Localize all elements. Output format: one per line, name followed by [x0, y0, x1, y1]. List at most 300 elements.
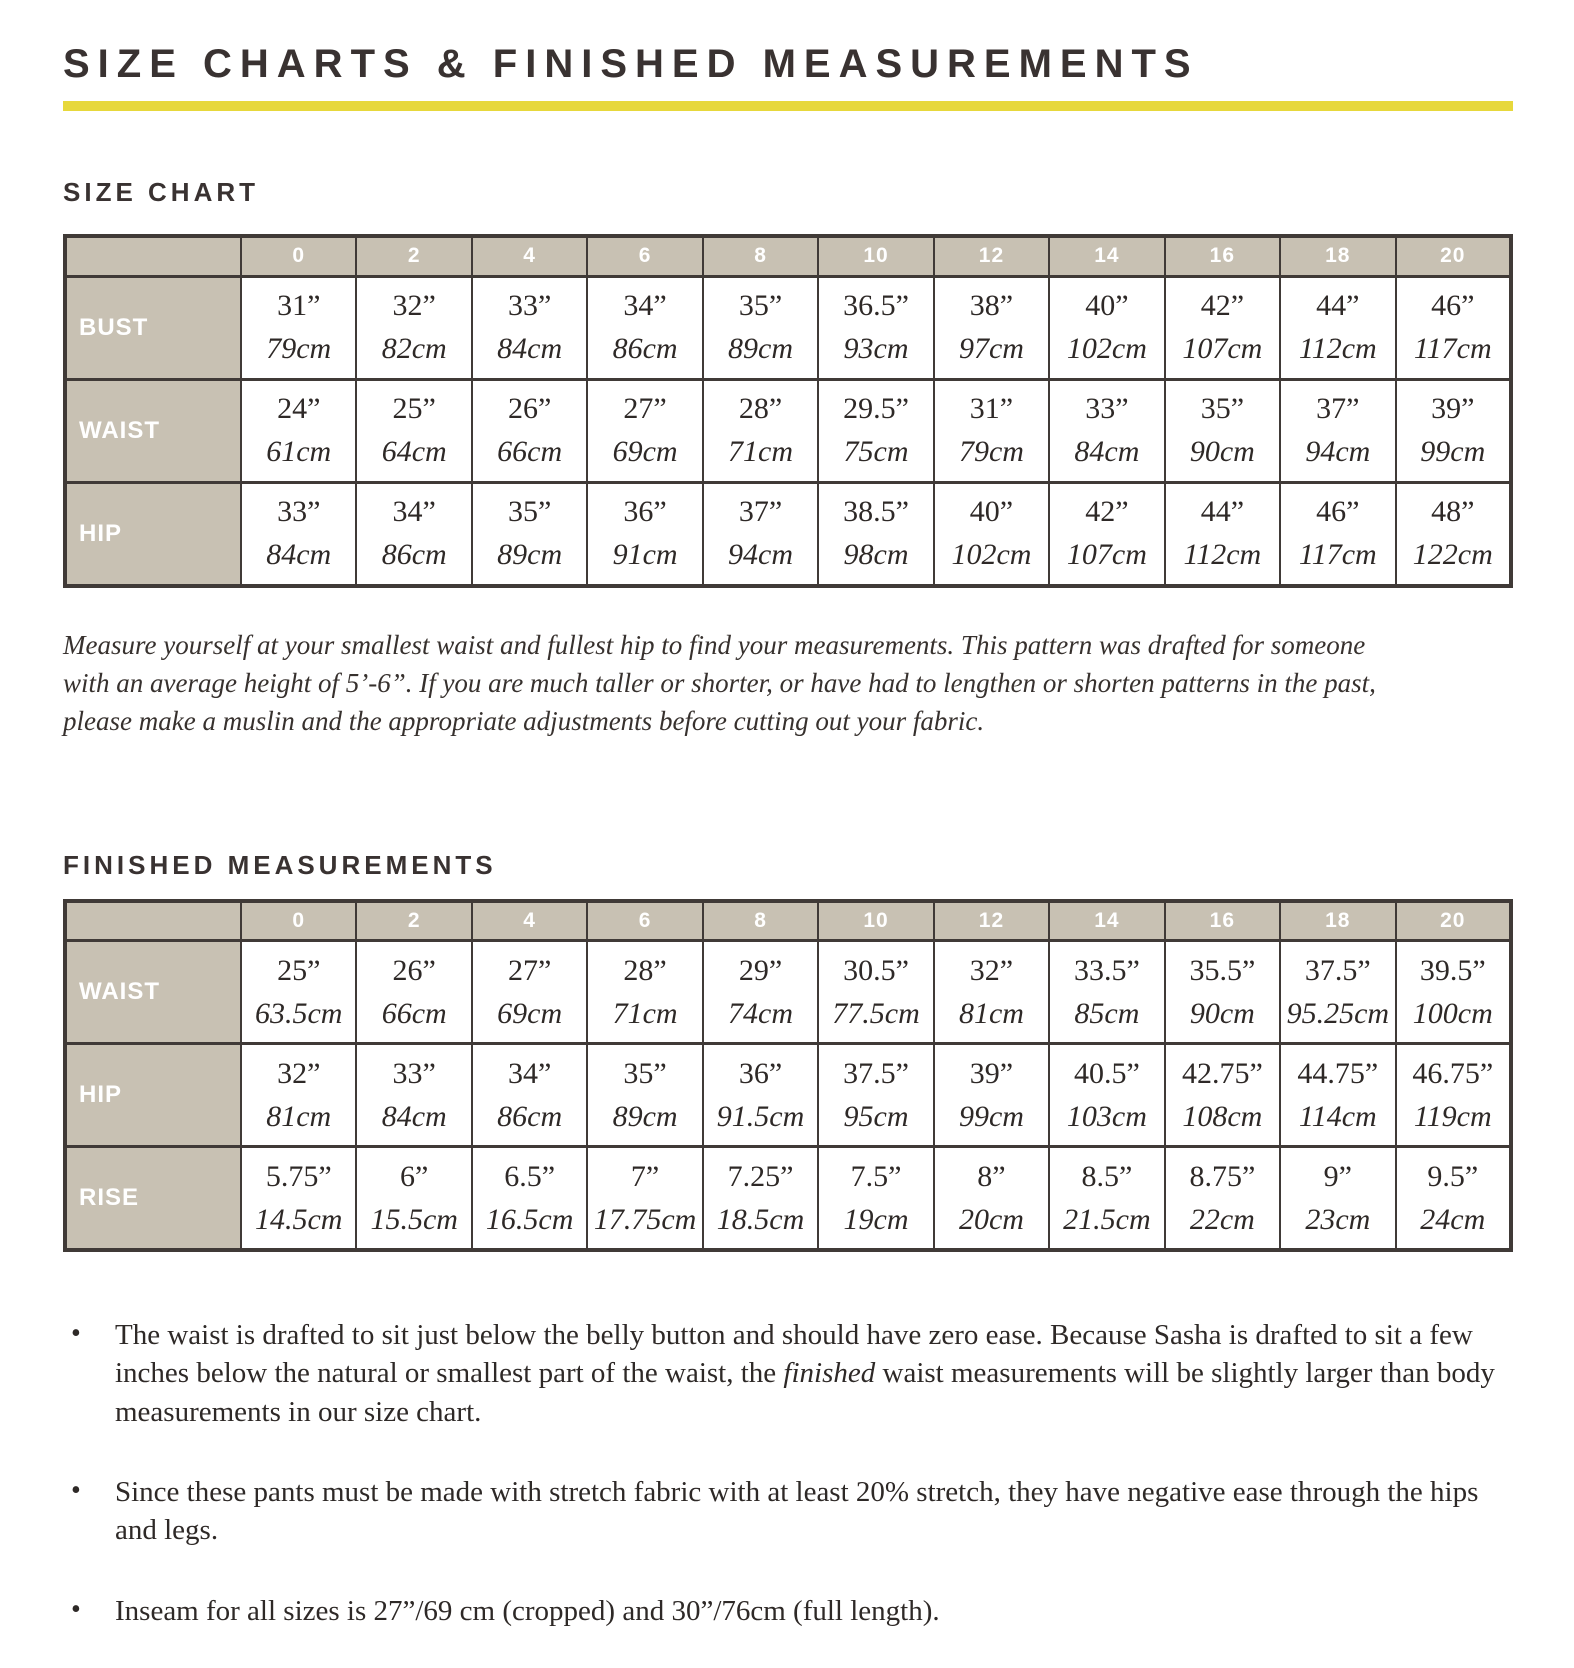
cm-value: 77.5cm [832, 996, 920, 1030]
measurement-cell-content [935, 278, 1048, 378]
measurement-cell-content [357, 278, 470, 378]
cm-value: 81cm [266, 1099, 332, 1133]
inches-value: 42.75” [1181, 1056, 1263, 1090]
measurement-cell-content [588, 381, 701, 481]
measurement-cell-content [473, 278, 586, 378]
bullet-item [63, 1592, 1513, 1630]
measurement-cell [356, 482, 471, 586]
cm-value: 102cm [1066, 332, 1147, 366]
cm-value: 23cm [1305, 1202, 1371, 1236]
measurement-cell [241, 1147, 356, 1251]
measurement-cell [1280, 1044, 1395, 1147]
measurement-cell-content [1166, 381, 1279, 481]
measurement-cell [1280, 482, 1395, 586]
cm-value: 99cm [958, 1099, 1024, 1133]
measurement-cell-content [704, 1148, 817, 1248]
measurement-cell-content [588, 484, 701, 584]
inches-value: 35” [1200, 391, 1245, 425]
measurement-cell [472, 482, 587, 586]
measurement-cell-content [1050, 278, 1163, 378]
size-column-header: 16 [1165, 901, 1280, 941]
cm-value: 64cm [381, 435, 447, 469]
measurement-cell-content [1281, 942, 1394, 1042]
measurement-cell [1280, 941, 1395, 1044]
inches-value: 37” [738, 494, 783, 528]
cm-value: 94cm [1305, 435, 1371, 469]
measurement-cell [1165, 482, 1280, 586]
measurement-cell [356, 379, 471, 482]
inches-value: 40” [969, 494, 1014, 528]
inches-value: 27” [623, 391, 667, 425]
inches-value: 33.5” [1073, 953, 1140, 987]
size-column-header: 12 [934, 236, 1049, 276]
measurement-cell-content [242, 1045, 355, 1145]
measurement-cell-content [1166, 484, 1279, 584]
measurement-cell-content [819, 1148, 932, 1248]
measurement-cell [356, 941, 471, 1044]
cm-value: 112cm [1298, 332, 1377, 366]
cm-value: 107cm [1182, 332, 1263, 366]
measurement-cell-content [935, 1148, 1048, 1248]
measurement-row [65, 379, 1511, 482]
inches-value: 6” [400, 1159, 429, 1193]
inches-value: 44.75” [1297, 1056, 1379, 1090]
row-label: BUST [65, 276, 241, 379]
inches-value: 44” [1200, 494, 1245, 528]
inches-value: 39” [969, 1056, 1014, 1090]
cm-value: 75cm [843, 435, 909, 469]
cm-value: 119cm [1413, 1099, 1492, 1133]
size-column-header: 6 [587, 236, 702, 276]
cm-value: 24cm [1420, 1202, 1486, 1236]
measurement-cell [356, 276, 471, 379]
inches-value: 35” [623, 1056, 667, 1090]
measurement-cell-content [1281, 1148, 1394, 1248]
inches-value: 24” [277, 391, 321, 425]
cm-value: 95.25cm [1286, 996, 1390, 1030]
inches-value: 8” [977, 1159, 1006, 1193]
inches-value: 35” [738, 288, 783, 322]
measurement-cell [587, 482, 702, 586]
size-column-header: 16 [1165, 236, 1280, 276]
cm-value: 79cm [266, 332, 332, 366]
measurement-cell [703, 482, 818, 586]
measurement-cell-content [357, 484, 470, 584]
measurement-cell-content [819, 381, 932, 481]
measurement-cell [356, 1147, 471, 1251]
measurement-cell-content [357, 942, 470, 1042]
bullet-text: Since these pants must be made with stretch fabric with at least 20% stretch, they have negative ease through the hips and legs. [115, 1475, 1479, 1547]
size-column-header: 20 [1396, 236, 1511, 276]
cm-value: 84cm [266, 538, 332, 572]
inches-value: 37.5” [1304, 953, 1371, 987]
finished-measurements-heading: FINISHED MEASUREMENTS [63, 849, 497, 880]
measurement-cell-content [1397, 381, 1509, 481]
cm-value: 22cm [1189, 1202, 1255, 1236]
inches-value: 33” [507, 288, 552, 322]
measurement-cell [1165, 941, 1280, 1044]
measurement-cell-content [1281, 381, 1394, 481]
size-column-header: 4 [472, 236, 587, 276]
cm-value: 84cm [381, 1099, 447, 1133]
inches-value: 34” [507, 1056, 552, 1090]
measurement-cell-content [588, 278, 701, 378]
measurement-cell-content [357, 381, 470, 481]
cm-value: 20cm [958, 1202, 1024, 1236]
size-chart-section [63, 177, 1513, 740]
cm-value: 90cm [1189, 435, 1255, 469]
measurement-cell [472, 1044, 587, 1147]
size-chart-table [63, 234, 1513, 588]
measurement-cell [241, 941, 356, 1044]
inches-value: 40.5” [1073, 1056, 1140, 1090]
size-column-header: 8 [703, 901, 818, 941]
measurement-cell [703, 941, 818, 1044]
cm-value: 17.75cm [593, 1202, 697, 1236]
measurement-row [65, 941, 1511, 1044]
measurement-cell [1165, 276, 1280, 379]
cm-value: 14.5cm [254, 1202, 343, 1236]
cm-value: 86cm [497, 1099, 563, 1133]
bullet-text: The waist is drafted to sit just below the belly button and should have zero ease. Because Sasha is drafted to sit a few inches below the natural or smallest part of the waist, the [115, 1319, 1473, 1390]
measurement-cell-content [1050, 1045, 1163, 1145]
inches-value: 25” [392, 391, 436, 425]
measurement-cell [818, 276, 933, 379]
size-chart-heading: SIZE CHART [63, 177, 259, 207]
inches-value: 32” [392, 288, 436, 322]
inches-value: 46.75” [1412, 1056, 1494, 1090]
measurement-row [65, 1044, 1511, 1147]
inches-value: 46” [1431, 288, 1475, 322]
measurement-cell [1396, 379, 1511, 482]
measurement-cell [1396, 482, 1511, 586]
inches-value: 26” [392, 953, 436, 987]
cm-value: 19cm [843, 1202, 909, 1236]
measurement-cell-content [473, 1148, 586, 1248]
inches-value: 42” [1085, 494, 1129, 528]
inches-value: 26” [507, 391, 552, 425]
inches-value: 32” [277, 1056, 321, 1090]
inches-value: 40” [1085, 288, 1129, 322]
measurement-cell-content [704, 942, 817, 1042]
measurement-cell-content [1166, 278, 1279, 378]
inches-value: 9” [1323, 1159, 1352, 1193]
cm-value: 107cm [1066, 538, 1147, 572]
cm-value: 61cm [266, 435, 332, 469]
cm-value: 114cm [1298, 1099, 1377, 1133]
measurement-cell-content [242, 278, 355, 378]
measurement-cell [1165, 379, 1280, 482]
cm-value: 66cm [381, 996, 447, 1030]
inches-value: 33” [392, 1056, 436, 1090]
measurement-cell [587, 1044, 702, 1147]
measurement-cell-content [1397, 942, 1509, 1042]
measurement-cell-content [473, 484, 586, 584]
measurement-cell [1049, 1147, 1164, 1251]
measurement-cell [1049, 482, 1164, 586]
size-chart-note: Measure yourself at your smallest waist and fullest hip to find your measurements. This pattern was drafted for someone with an average height of 5’-6”. If you are much taller or shorter, or have had to lengthen or shorten patterns in the past, please make a muslin and the appropriate adjustments before cutting out your fabric. [63, 629, 1376, 736]
bullet-item [63, 1316, 1513, 1431]
measurement-cell [1280, 276, 1395, 379]
measurement-row [65, 1147, 1511, 1251]
cm-value: 71cm [728, 435, 794, 469]
measurement-cell-content [819, 278, 932, 378]
inches-value: 31” [277, 288, 321, 322]
measurement-cell [1049, 941, 1164, 1044]
size-column-header: 4 [472, 901, 587, 941]
measurement-cell [818, 1044, 933, 1147]
measurement-cell [241, 379, 356, 482]
inches-value: 36” [623, 494, 667, 528]
inches-value: 42” [1200, 288, 1245, 322]
inches-value: 33” [1085, 391, 1129, 425]
measurement-cell-content [588, 942, 701, 1042]
measurement-cell-content [242, 942, 355, 1042]
measurement-cell-content [357, 1045, 470, 1145]
measurement-cell-content [704, 381, 817, 481]
cm-value: 117cm [1413, 332, 1492, 366]
inches-value: 27” [507, 953, 552, 987]
cm-value: 122cm [1412, 538, 1493, 572]
measurement-cell [1396, 1044, 1511, 1147]
inches-value: 37.5” [843, 1056, 909, 1090]
measurement-cell [587, 276, 702, 379]
measurement-cell-content [473, 942, 586, 1042]
size-column-header: 8 [703, 236, 818, 276]
measurement-row [65, 482, 1511, 586]
cm-value: 89cm [728, 332, 794, 366]
measurement-cell-content [1050, 942, 1163, 1042]
measurement-cell-content [1397, 1045, 1509, 1145]
measurement-cell [703, 276, 818, 379]
measurement-cell [472, 1147, 587, 1251]
cm-value: 85cm [1074, 996, 1140, 1030]
size-column-header: 20 [1396, 901, 1511, 941]
cm-value: 100cm [1412, 996, 1493, 1030]
measurement-cell-content [1281, 1045, 1394, 1145]
cm-value: 18.5cm [716, 1202, 805, 1236]
cm-value: 74cm [728, 996, 794, 1030]
measurement-cell-content [588, 1148, 701, 1248]
inches-value: 25” [277, 953, 321, 987]
inches-value: 46” [1316, 494, 1360, 528]
measurement-cell-content [473, 381, 586, 481]
cm-value: 86cm [381, 538, 447, 572]
size-column-header: 18 [1280, 236, 1395, 276]
row-label: WAIST [65, 379, 241, 482]
inches-value: 35” [507, 494, 552, 528]
finished-measurements-table [63, 899, 1513, 1253]
notes-list [63, 1316, 1513, 1630]
size-column-header: 14 [1049, 236, 1164, 276]
measurement-cell [703, 1044, 818, 1147]
bullet-item [63, 1473, 1513, 1550]
inches-value: 29.5” [843, 391, 909, 425]
measurement-cell [818, 1147, 933, 1251]
measurement-cell-content [1166, 1148, 1279, 1248]
inches-value: 28” [738, 391, 783, 425]
cm-value: 15.5cm [370, 1202, 458, 1236]
cm-value: 93cm [843, 332, 909, 366]
cm-value: 81cm [958, 996, 1024, 1030]
size-column-header: 0 [241, 901, 356, 941]
cm-value: 89cm [612, 1099, 678, 1133]
inches-value: 29” [738, 953, 783, 987]
table-corner-cell [65, 901, 241, 941]
row-label: HIP [65, 1044, 241, 1147]
inches-value: 6.5” [504, 1159, 556, 1193]
measurement-cell [934, 1147, 1049, 1251]
measurement-cell-content [819, 942, 932, 1042]
cm-value: 98cm [843, 538, 909, 572]
inches-value: 33” [277, 494, 321, 528]
size-column-header: 14 [1049, 901, 1164, 941]
inches-value: 36” [738, 1056, 783, 1090]
inches-value: 28” [623, 953, 667, 987]
size-column-header: 10 [818, 236, 933, 276]
measurement-cell [1049, 379, 1164, 482]
measurement-cell-content [704, 278, 817, 378]
cm-value: 69cm [497, 996, 563, 1030]
measurement-cell [934, 379, 1049, 482]
measurement-cell-content [935, 381, 1048, 481]
cm-value: 102cm [951, 538, 1032, 572]
measurement-row [65, 276, 1511, 379]
measurement-cell-content [819, 484, 932, 584]
measurement-cell [587, 379, 702, 482]
cm-value: 112cm [1183, 538, 1262, 572]
inches-value: 7.25” [727, 1159, 794, 1193]
inches-value: 5.75” [265, 1159, 332, 1193]
measurement-cell [934, 276, 1049, 379]
measurement-cell-content [1397, 1148, 1509, 1248]
measurement-cell-content [1050, 484, 1163, 584]
inches-value: 37” [1316, 391, 1360, 425]
measurement-cell [472, 276, 587, 379]
measurement-cell [818, 482, 933, 586]
cm-value: 99cm [1420, 435, 1486, 469]
bullet-text: finished [783, 1357, 876, 1390]
measurement-cell [472, 941, 587, 1044]
measurement-cell [703, 1147, 818, 1251]
page-title: SIZE CHARTS & FINISHED MEASUREMENTS [63, 42, 1199, 86]
measurement-cell [1396, 941, 1511, 1044]
measurement-cell-content [704, 484, 817, 584]
measurement-cell [934, 482, 1049, 586]
measurement-cell [241, 276, 356, 379]
measurement-cell-content [473, 1045, 586, 1145]
inches-value: 35.5” [1189, 953, 1256, 987]
measurement-cell-content [1050, 381, 1163, 481]
cm-value: 82cm [381, 332, 447, 366]
cm-value: 89cm [497, 538, 563, 572]
measurement-cell-content [1281, 278, 1394, 378]
size-column-header: 0 [241, 236, 356, 276]
measurement-cell [1396, 1147, 1511, 1251]
cm-value: 66cm [497, 435, 563, 469]
table-corner-cell [65, 236, 241, 276]
cm-value: 16.5cm [485, 1202, 574, 1236]
measurement-cell-content [1166, 1045, 1279, 1145]
measurement-cell-content [242, 484, 355, 584]
measurement-cell [356, 1044, 471, 1147]
inches-value: 8.75” [1189, 1159, 1256, 1193]
measurement-cell [1396, 276, 1511, 379]
inches-value: 30.5” [843, 953, 909, 987]
measurement-cell-content [935, 1045, 1048, 1145]
measurement-cell [1280, 379, 1395, 482]
cm-value: 63.5cm [254, 996, 343, 1030]
measurement-cell [934, 941, 1049, 1044]
measurement-cell-content [357, 1148, 470, 1248]
measurement-cell [241, 1044, 356, 1147]
measurement-cell [934, 1044, 1049, 1147]
bullet-text: waist measurements will be slightly larger than body measurements in our size chart. [115, 1357, 1495, 1428]
inches-value: 39.5” [1419, 953, 1486, 987]
measurement-cell-content [1397, 278, 1509, 378]
cm-value: 103cm [1066, 1099, 1147, 1133]
size-column-header: 12 [934, 901, 1049, 941]
inches-value: 39” [1431, 391, 1475, 425]
page-header [63, 42, 1513, 111]
inches-value: 36.5” [843, 288, 909, 322]
cm-value: 84cm [497, 332, 563, 366]
inches-value: 9.5” [1427, 1159, 1479, 1193]
size-column-header: 18 [1280, 901, 1395, 941]
row-label: HIP [65, 482, 241, 586]
cm-value: 86cm [612, 332, 678, 366]
measurement-cell [1049, 1044, 1164, 1147]
measurement-cell-content [935, 484, 1048, 584]
measurement-cell-content [1397, 484, 1509, 584]
measurement-cell [241, 482, 356, 586]
cm-value: 108cm [1182, 1099, 1263, 1133]
measurement-cell [1165, 1147, 1280, 1251]
measurement-cell [703, 379, 818, 482]
cm-value: 94cm [728, 538, 794, 572]
cm-value: 90cm [1189, 996, 1255, 1030]
cm-value: 84cm [1074, 435, 1140, 469]
measurement-cell [1280, 1147, 1395, 1251]
measurement-cell [818, 941, 933, 1044]
finished-measurements-section [63, 850, 1513, 1253]
measurement-cell-content [1050, 1148, 1163, 1248]
measurement-cell-content [935, 942, 1048, 1042]
size-column-header: 6 [587, 901, 702, 941]
row-label: WAIST [65, 941, 241, 1044]
size-column-header: 2 [356, 901, 471, 941]
measurement-cell-content [819, 1045, 932, 1145]
inches-value: 34” [392, 494, 436, 528]
measurement-cell-content [1281, 484, 1394, 584]
measurement-cell-content [242, 381, 355, 481]
inches-value: 32” [969, 953, 1014, 987]
measurement-cell [587, 941, 702, 1044]
inches-value: 31” [969, 391, 1014, 425]
inches-value: 34” [623, 288, 667, 322]
cm-value: 117cm [1298, 538, 1377, 572]
measurement-cell [587, 1147, 702, 1251]
cm-value: 97cm [958, 332, 1024, 366]
measurement-cell-content [704, 1045, 817, 1145]
row-label: RISE [65, 1147, 241, 1251]
size-column-header: 10 [818, 901, 933, 941]
title-underline-rule [63, 101, 1513, 111]
inches-value: 7.5” [850, 1159, 902, 1193]
inches-value: 38.5” [843, 494, 909, 528]
measurement-cell [818, 379, 933, 482]
measurement-cell-content [242, 1148, 355, 1248]
